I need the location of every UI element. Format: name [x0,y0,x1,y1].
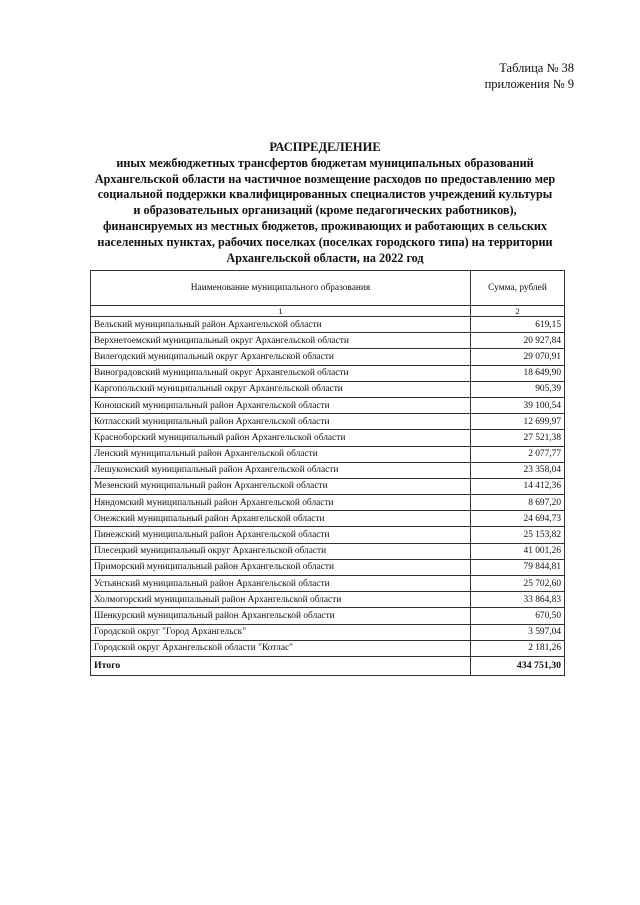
table-row [91,559,565,575]
amount-value: 41 001,26 [471,543,565,559]
amount-value: 619,15 [471,317,565,333]
title-line: финансируемых из местных бюджетов, проживающих и работающих в сельских [103,218,547,233]
table-row [91,511,565,527]
amount-value: 12 699,97 [471,414,565,430]
amount-value: 79 844,81 [471,559,565,575]
amount-value: 39 100,54 [471,397,565,413]
municipality-name: Устьянский муниципальный район Архангельской области [91,576,471,592]
amount-value: 3 597,04 [471,624,565,640]
amount-value: 18 649,90 [471,365,565,381]
column-header-sum: Сумма, рублей [471,271,565,306]
municipality-name: Городской округ Архангельской области "Котлас" [91,640,471,656]
title-heading: РАСПРЕДЕЛЕНИЕ [269,140,381,154]
municipality-name: Мезенский муниципальный район Архангельской области [91,478,471,494]
municipality-name: Котласский муниципальный район Архангельской области [91,414,471,430]
table-row [91,333,565,349]
municipality-name: Шенкурский муниципальный район Архангельской области [91,608,471,624]
total-label: Итого [91,656,471,675]
amount-value: 24 694,73 [471,511,565,527]
amount-value: 27 521,38 [471,430,565,446]
column-header-name: Наименование муниципального образования [91,271,471,306]
document-title [90,140,560,266]
amount-value: 20 927,84 [471,333,565,349]
column-index: 2 [471,306,565,317]
municipality-name: Онежский муниципальный район Архангельской области [91,511,471,527]
amount-value: 29 070,91 [471,349,565,365]
amount-value: 2 181,26 [471,640,565,656]
total-amount: 434 751,30 [471,656,565,675]
amount-value: 25 702,60 [471,576,565,592]
table-row [91,592,565,608]
table-row [91,624,565,640]
title-line: иных межбюджетных трансфертов бюджетам муниципальных образований [116,155,534,170]
table-row [91,446,565,462]
amount-value: 2 077,77 [471,446,565,462]
amount-value: 14 412,36 [471,478,565,494]
title-line: Архангельской области, на 2022 год [226,250,424,265]
table-row [91,397,565,413]
municipality-name: Вилегодский муниципальный округ Архангельской области [91,349,471,365]
amount-value: 33 864,83 [471,592,565,608]
municipality-name: Коношский муниципальный район Архангельской области [91,397,471,413]
amount-value: 8 697,20 [471,495,565,511]
table-row [91,430,565,446]
municipality-name: Холмогорский муниципальный район Архангельской области [91,592,471,608]
table-row [91,478,565,494]
amount-value: 23 358,04 [471,462,565,478]
municipality-name: Плесецкий муниципальный округ Архангельской области [91,543,471,559]
distribution-table [90,270,565,676]
municipality-name: Красноборский муниципальный район Архангельской области [91,430,471,446]
table-header-row [91,271,565,306]
table-row [91,414,565,430]
table-row [91,527,565,543]
appendix-number: приложения № 9 [484,77,574,91]
amount-value: 25 153,82 [471,527,565,543]
table-row [91,576,565,592]
municipality-name: Вельский муниципальный район Архангельской области [91,317,471,333]
table-row [91,495,565,511]
table-row [91,381,565,397]
table-number: Таблица № 38 [499,61,574,75]
total-row [91,656,565,675]
municipality-name: Ленский муниципальный район Архангельской области [91,446,471,462]
title-line: и образовательных организаций (кроме педагогических работников), [133,203,517,218]
title-line: социальной поддержки квалифицированных специалистов учреждений культуры [97,187,553,202]
municipality-name: Пинежский муниципальный район Архангельской области [91,527,471,543]
municipality-name: Приморский муниципальный район Архангельской области [91,559,471,575]
column-index: 1 [91,306,471,317]
municipality-name: Лешуконский муниципальный район Архангельской области [91,462,471,478]
table-row [91,365,565,381]
table-row [91,462,565,478]
table-row [91,640,565,656]
table-row [91,543,565,559]
table-reference [485,60,574,92]
table-row [91,349,565,365]
title-line: населенных пунктах, рабочих поселках (поселках городского типа) на территории [97,234,553,249]
table-row [91,608,565,624]
table-row [91,317,565,333]
municipality-name: Каргопольский муниципальный округ Архангельской области [91,381,471,397]
title-line: Архангельской области на частичное возмещение расходов по предоставлению мер [94,171,556,186]
amount-value: 905,39 [471,381,565,397]
municipality-name: Виноградовский муниципальный округ Архангельской области [91,365,471,381]
municipality-name: Няндомский муниципальный район Архангельской области [91,495,471,511]
column-index-row [91,306,565,317]
amount-value: 670,50 [471,608,565,624]
municipality-name: Городской округ "Город Архангельск" [91,624,471,640]
municipality-name: Верхнетоемский муниципальный округ Архангельской области [91,333,471,349]
